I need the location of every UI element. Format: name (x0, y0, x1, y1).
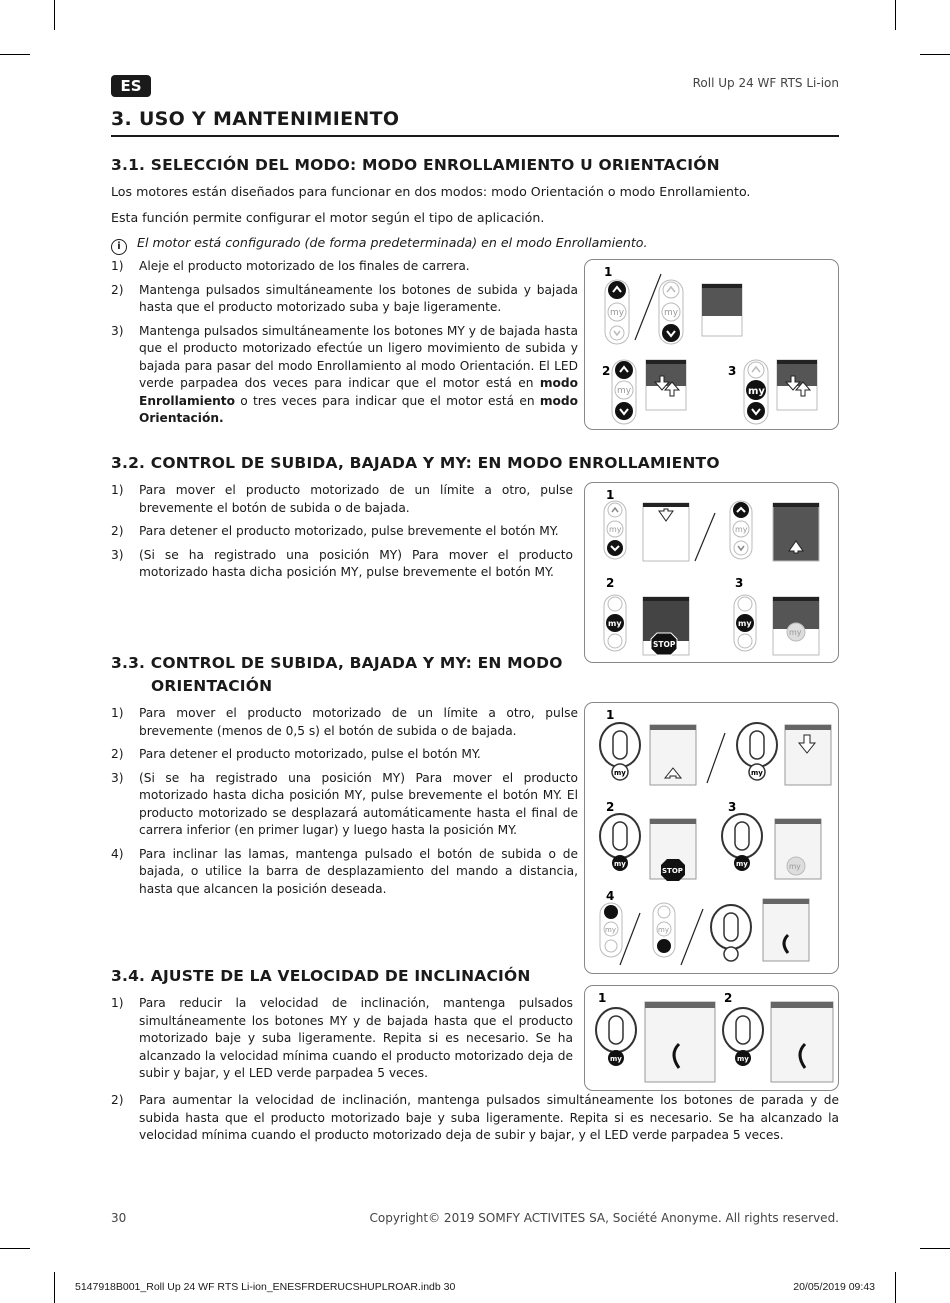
roller-blind-icon (773, 503, 819, 561)
svg-text:my: my (610, 1055, 622, 1063)
section-3-4-list-cont (111, 1092, 839, 1151)
roller-blind-icon (643, 503, 689, 561)
venetian-blind-icon (775, 819, 821, 879)
separator-line (620, 913, 640, 965)
section-3-1-list (111, 258, 578, 434)
crop-mark (54, 0, 55, 30)
remote-control-icon (605, 280, 629, 344)
remote-control-icon (653, 903, 675, 957)
list-item: 3) (Si se ha registrado una posición MY) Para mover el producto motorizado hasta dicha posición MY, pulse brevemente el botón MY. El producto motorizado se desplazará automáticamente hasta el final de carrera inferior (en primer lugar) y luego hasta la posición MY. (111, 770, 578, 837)
svg-text:my: my (748, 386, 765, 397)
figure-3-3-drawing (585, 703, 838, 973)
section-3-3-title-cont: ORIENTACIÓN (151, 677, 273, 695)
copyright: Copyright© 2019 SOMFY ACTIVITES SA, Société Anonyme. All rights reserved. (369, 1211, 839, 1225)
svg-text:my: my (609, 525, 622, 534)
remote-control-icon (744, 360, 768, 424)
figure-3-4-drawing (585, 986, 838, 1090)
stop-icon (661, 859, 685, 881)
tilt-remote-icon (722, 814, 762, 871)
svg-text:my: my (610, 308, 625, 318)
print-date: 20/05/2019 09:43 (793, 1281, 875, 1293)
crop-mark (920, 1248, 950, 1249)
figure-3-2 (584, 482, 839, 663)
svg-text:my: my (735, 525, 748, 534)
svg-text:my: my (737, 1055, 749, 1063)
section-3-3-title: 3.3. CONTROL DE SUBIDA, BAJADA Y MY: EN MODO (111, 654, 563, 672)
separator-line (707, 733, 725, 783)
section-3-4-title: 3.4. AJUSTE DE LA VELOCIDAD DE INCLINACIÓN (111, 967, 531, 985)
venetian-blind-icon (785, 725, 831, 785)
svg-text:my: my (605, 926, 616, 934)
separator-line (635, 274, 661, 340)
figure-3-4 (584, 985, 839, 1091)
section-3-1-para1: Los motores están diseñados para funcionar en dos modos: modo Orientación o modo Enrollamiento. (111, 184, 751, 199)
svg-text:my: my (751, 769, 763, 777)
svg-text:my: my (738, 619, 752, 628)
list-item: 4) Para inclinar las lamas, mantenga pulsado el botón de subida o de bajada, o utilice la barra de desplazamiento del mando a distancia, hasta que alcancen la posición deseada. (111, 846, 578, 896)
figure-3-2-drawing (585, 483, 838, 662)
svg-text:my: my (736, 860, 748, 868)
roller-blind-icon (702, 284, 742, 336)
tilt-remote-icon (600, 723, 640, 780)
crop-mark (54, 1272, 55, 1303)
venetian-blind-icon (771, 1002, 833, 1082)
section-3-4-list (111, 995, 573, 1089)
stop-icon (651, 633, 677, 655)
language-badge: ES (111, 75, 151, 97)
svg-text:STOP: STOP (653, 640, 676, 649)
svg-text:my: my (789, 628, 802, 637)
roller-blind-icon (773, 597, 819, 655)
list-item: 1) Aleje el producto motorizado de los finales de carrera. (111, 259, 470, 273)
tilt-remote-icon (596, 1008, 636, 1066)
section-3-1-title: 3.1. SELECCIÓN DEL MODO: MODO ENROLLAMIENTO U ORIENTACIÓN (111, 156, 720, 174)
list-item: 1) Para mover el producto motorizado de un límite a otro, pulse brevemente (menos de 0,5 s) el botón de subida o de bajada. (111, 706, 578, 738)
section-3-2-title: 3.2. CONTROL DE SUBIDA, BAJADA Y MY: EN MODO ENROLLAMIENTO (111, 454, 720, 472)
remote-control-icon (734, 595, 756, 651)
svg-text:my: my (608, 619, 622, 628)
svg-text:my: my (664, 308, 679, 318)
list-item: 3) (Si se ha registrado una posición MY) Para mover el producto motorizado hasta dicha posición MY, pulse brevemente el botón MY. (111, 547, 573, 579)
figure-step-label: 2 (606, 800, 615, 814)
svg-text:my: my (614, 769, 626, 777)
figure-3-1 (584, 259, 839, 430)
svg-text:my: my (614, 860, 626, 868)
figure-3-1-drawing (585, 260, 838, 429)
title-divider (111, 135, 839, 137)
svg-text:my: my (658, 926, 669, 934)
roller-blind-icon (777, 360, 817, 410)
roller-blind-icon (646, 360, 686, 410)
remote-control-icon (604, 501, 626, 559)
svg-text:my: my (617, 386, 632, 396)
section-3-3-list (111, 705, 578, 904)
remote-control-icon (730, 501, 752, 559)
list-item: 2) Para aumentar la velocidad de inclinación, mantenga pulsados simultáneamente los botones de parada y de subida hasta que el producto motorizado baje y suba ligeramente. Repita si es necesario. Se ha alcanzado la velocidad mínima cuando el producto motorizado deja de subir y bajar, y el LED verde parpadea 5 veces. (111, 1093, 839, 1142)
tilt-remote-icon (711, 905, 751, 961)
crop-mark (895, 1272, 896, 1303)
print-slug: 5147918B001_Roll Up 24 WF RTS Li-ion_ENESFRDERUCSHUPLROAR.indb 30 (75, 1281, 456, 1293)
svg-text:STOP: STOP (662, 867, 683, 875)
section-3-1-para2: Esta función permite configurar el motor según el tipo de aplicación. (111, 210, 545, 225)
tilt-remote-icon (723, 1008, 763, 1066)
tilt-remote-icon (600, 814, 640, 871)
tilt-remote-icon (737, 723, 777, 780)
figure-step-label: 2 (724, 991, 733, 1005)
page-title: 3. USO Y MANTENIMIENTO (111, 108, 400, 130)
figure-step-label: 1 (598, 991, 607, 1005)
list-item: 2) Mantenga pulsados simultáneamente los botones de subida y bajada hasta que el producto motorizado suba y baje ligeramente. (111, 282, 578, 314)
figure-step-label: 3 (728, 364, 737, 378)
remote-control-icon (604, 595, 626, 651)
product-name: Roll Up 24 WF RTS Li-ion (692, 76, 839, 90)
page-number: 30 (111, 1211, 127, 1225)
section-3-2-list (111, 482, 573, 588)
crop-mark (0, 54, 30, 55)
figure-step-label: 2 (602, 364, 611, 378)
separator-line (695, 513, 715, 561)
list-item: 3) Mantenga pulsados simultáneamente los botones MY y de bajada hasta que el producto motorizado efectúe un ligero movimiento de subida y bajada para pasar del modo Enrollamiento al modo Orientación. El LED verde parpadea dos veces para indicar que el motor está en modo Enrollamiento o tres veces para indicar que el motor está en modo Orientación. (111, 323, 578, 425)
list-item: 1) Para mover el producto motorizado de un límite a otro, pulse brevemente el botón de subida o de bajada. (111, 483, 573, 515)
crop-mark (920, 54, 950, 55)
venetian-blind-icon (763, 899, 809, 961)
figure-step-label: 4 (606, 889, 615, 903)
remote-control-icon (612, 360, 636, 424)
info-icon: i (111, 239, 127, 255)
crop-mark (0, 1248, 30, 1249)
figure-step-label: 3 (735, 576, 744, 590)
remote-control-icon (659, 280, 683, 344)
figure-step-label: 1 (604, 265, 613, 279)
figure-3-3 (584, 702, 839, 974)
venetian-blind-icon (645, 1002, 715, 1082)
figure-step-label: 3 (728, 800, 737, 814)
crop-mark (895, 0, 896, 30)
svg-text:my: my (789, 862, 801, 871)
remote-control-icon (600, 903, 622, 957)
info-note-text: El motor está configurado (de forma predeterminada) en el modo Enrollamiento. (137, 235, 648, 250)
list-item: 2) Para detener el producto motorizado, pulse brevemente el botón MY. (111, 524, 559, 538)
figure-step-label: 1 (606, 708, 615, 722)
separator-line (681, 909, 703, 965)
venetian-blind-icon (650, 725, 696, 785)
list-item: 1) Para reducir la velocidad de inclinación, mantenga pulsados simultáneamente los botones MY y de bajada hasta que el producto motorizado baje y suba ligeramente. Repita si es necesario. Se ha alcanzado la velocidad mínima cuando el producto motorizado deja de subir y bajar, y el LED verde parpadea 5 veces. (111, 996, 573, 1080)
figure-step-label: 1 (606, 488, 615, 502)
list-item: 2) Para detener el producto motorizado, pulse el botón MY. (111, 747, 481, 761)
info-note (111, 235, 647, 255)
figure-step-label: 2 (606, 576, 615, 590)
